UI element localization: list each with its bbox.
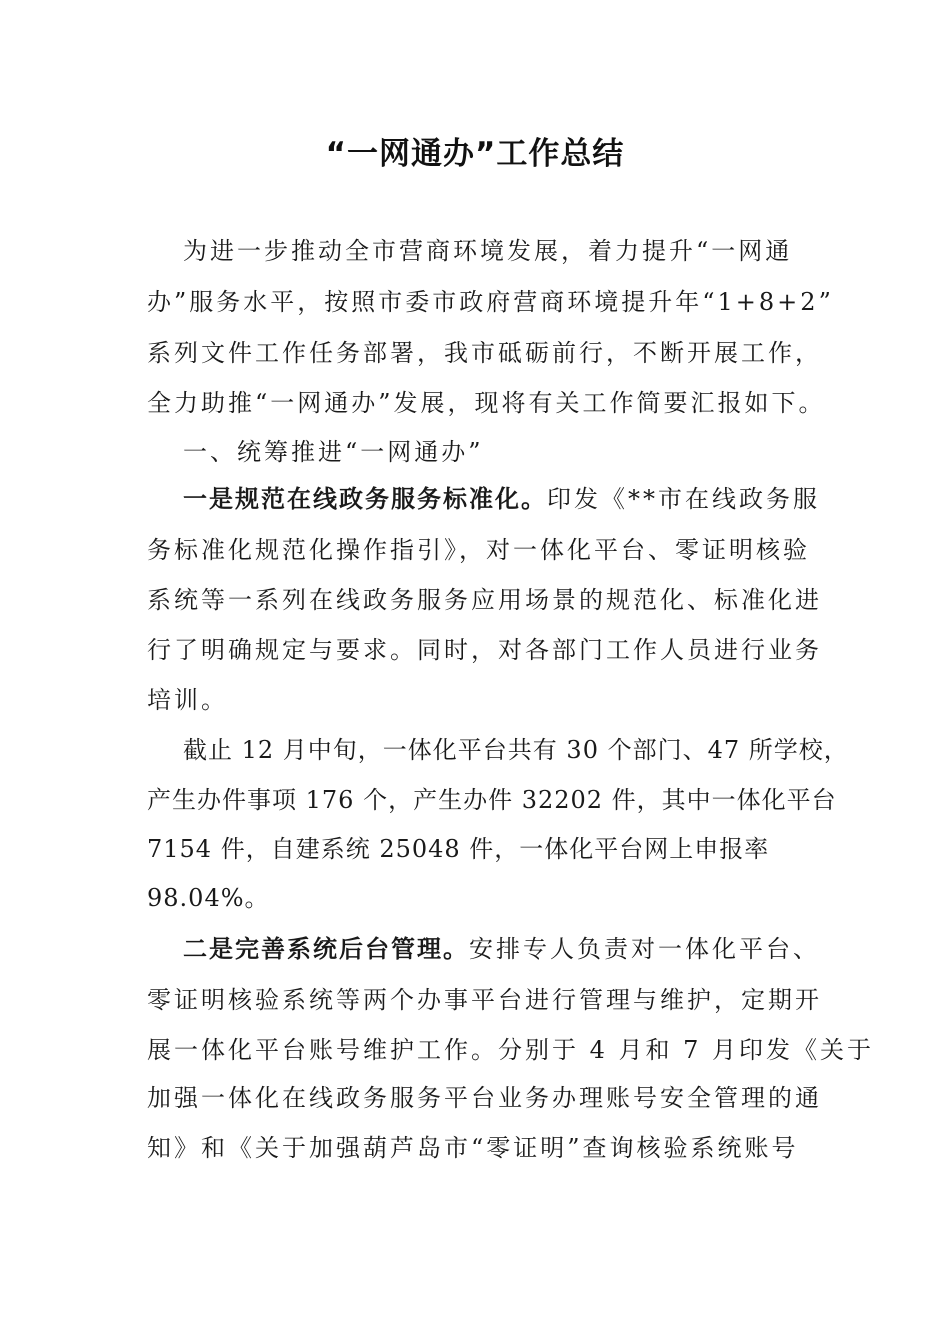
point-1-line-1-rest: 印发《**市在线政务服 (547, 485, 820, 513)
point-2-line-4: 加强一体化在线政务服务平台业务办理账号安全管理的通 (147, 1084, 822, 1112)
point-1-line-4: 行了明确规定与要求。同时，对各部门工作人员进行业务 (147, 636, 822, 664)
point-1-line-3: 系统等一系列在线政务服务应用场景的规范化、标准化进 (147, 586, 822, 614)
point-2-line-1-rest: 安排专人负责对一体化平台、 (469, 935, 820, 963)
intro-line-2: 办”服务水平，按照市委市政府营商环境提升年“1+8+2” (147, 288, 834, 316)
stats-line-2: 产生办件事项 176 个，产生办件 32202 件，其中一体化平台 (147, 786, 837, 814)
point-2-lead: 二是完善系统后台管理。 (183, 935, 469, 963)
stats-line-1: 截止 12 月中旬，一体化平台共有 30 个部门、47 所学校， (183, 736, 849, 764)
intro-line-1: 为进一步推动全市营商环境发展，着力提升“一网通 (183, 237, 793, 265)
intro-line-4: 全力助推“一网通办”发展，现将有关工作简要汇报如下。 (147, 389, 826, 417)
stats-line-3: 7154 件，自建系统 25048 件，一体化平台网上申报率 (147, 835, 770, 863)
point-1-line-1 (183, 484, 820, 514)
point-2-line-3: 展一体化平台账号维护工作。分别于 4 月和 7 月印发《关于 (147, 1036, 875, 1064)
intro-line-3: 系列文件工作任务部署，我市砥砺前行，不断开展工作， (147, 339, 822, 367)
document-title: “一网通办”工作总结 (325, 136, 625, 172)
point-2-line-5: 知》和《关于加强葫芦岛市“零证明”查询核验系统账号 (147, 1134, 799, 1162)
point-2-line-2: 零证明核验系统等两个办事平台进行管理与维护，定期开 (147, 986, 822, 1014)
point-1-line-5: 培训。 (147, 686, 228, 714)
point-1-lead: 一是规范在线政务服务标准化。 (183, 485, 547, 513)
section-1-heading: 一、统筹推进“一网通办” (183, 438, 484, 466)
stats-line-4: 98.04%。 (147, 884, 270, 912)
point-2-line-1 (183, 934, 820, 964)
point-1-line-2: 务标准化规范化操作指引》，对一体化平台、零证明核验 (147, 536, 810, 564)
